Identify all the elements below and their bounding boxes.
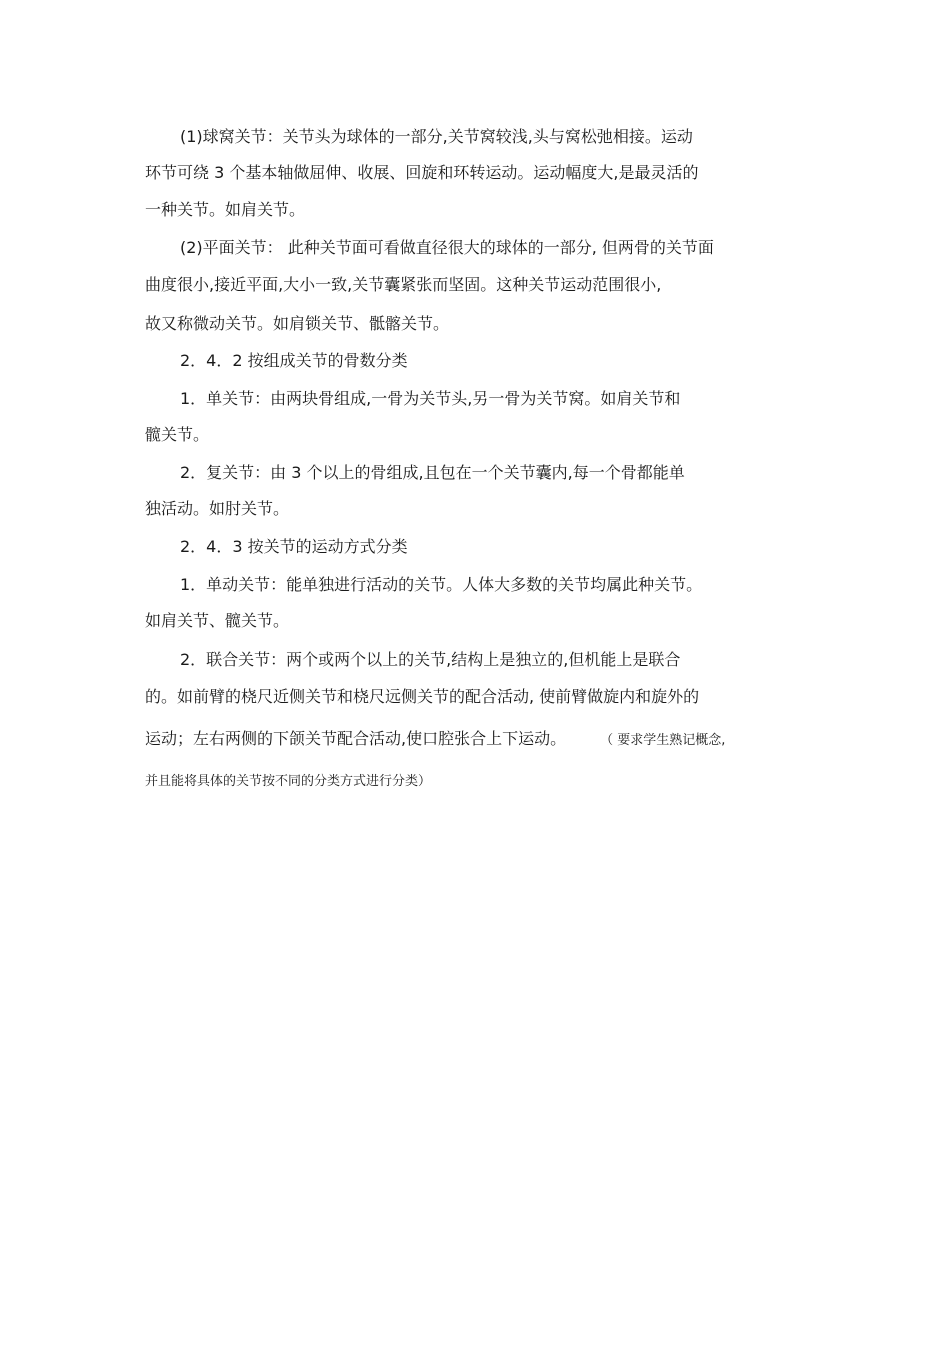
teacher-note: 并且能将具体的关节按不同的分类方式进行分类） — [145, 774, 432, 789]
section-heading: 2．4．3 按关节的运动方式分类 — [180, 537, 408, 556]
paragraph-line: 环节可绕 3 个基本轴做屈伸、收展、回旋和环转运动。运动幅度大,是最灵活的 — [145, 163, 699, 182]
paragraph-line — [145, 729, 725, 751]
paragraph-line: (1)球窝关节：关节头为球体的一部分,关节窝较浅,头与窝松弛相接。运动 — [180, 127, 693, 146]
paragraph-line: 的。如前臂的桡尺近侧关节和桡尺远侧关节的配合活动, 使前臂做旋内和旋外的 — [145, 687, 700, 706]
paragraph-line: 一种关节。如肩关节。 — [145, 200, 306, 219]
paragraph-line: 2．复关节：由 3 个以上的骨组成,且包在一个关节囊内,每一个骨都能单 — [180, 463, 685, 482]
paragraph-line: 2．联合关节：两个或两个以上的关节,结构上是独立的,但机能上是联合 — [180, 650, 681, 669]
paragraph-line: 1．单动关节：能单独进行活动的关节。人体大多数的关节均属此种关节。 — [180, 575, 703, 594]
teacher-note: （ 要求学生熟记概念, — [600, 733, 726, 748]
paragraph-line: 如肩关节、髋关节。 — [145, 611, 290, 630]
section-heading: 2．4．2 按组成关节的骨数分类 — [180, 351, 408, 370]
paragraph-line: 故又称微动关节。如肩锁关节、骶髂关节。 — [145, 314, 450, 333]
paragraph-line: 独活动。如肘关节。 — [145, 499, 290, 518]
paragraph-line: 1．单关节：由两块骨组成,一骨为关节头,另一骨为关节窝。如肩关节和 — [180, 389, 681, 408]
paragraph-line: (2)平面关节： 此种关节面可看做直径很大的球体的一部分, 但两骨的关节面 — [180, 238, 714, 257]
paragraph-text: 运动；左右两侧的下颌关节配合活动,使口腔张合上下运动。 — [145, 729, 567, 748]
paragraph-line: 曲度很小,接近平面,大小一致,关节囊紧张而坚固。这种关节运动范围很小, — [145, 275, 662, 294]
paragraph-line: 髋关节。 — [145, 425, 210, 444]
